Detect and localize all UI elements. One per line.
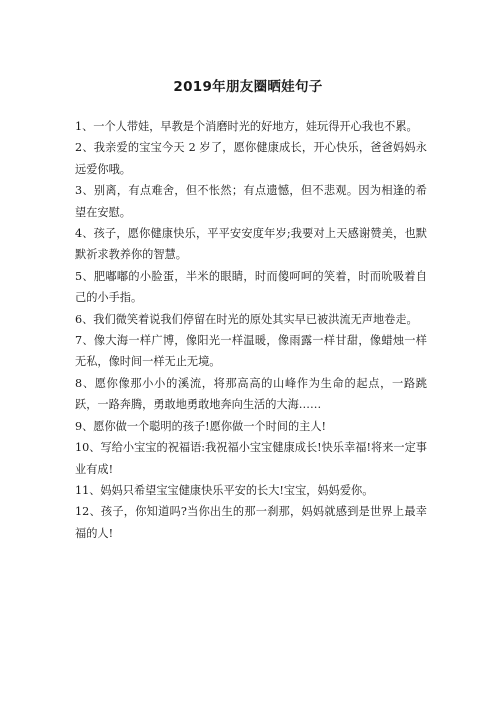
paragraph-12: 12、孩子，你知道吗?当你出生的那一刹那，妈妈就感到是世界上最幸福的人! (75, 505, 427, 540)
paragraph-7: 7、像大海一样广博，像阳光一样温暖，像雨露一样甘甜，像蜡烛一样无私，像时间一样无止无境。 (75, 334, 427, 369)
paragraph-9: 9、愿你做一个聪明的孩子!愿你做一个时间的主人! (75, 419, 327, 433)
paragraph-1: 1、一个人带娃，早教是个消磨时光的好地方，娃玩得开心我也不累。 (75, 120, 418, 133)
paragraph-10: 10、写给小宝宝的祝福语:我祝福小宝宝健康成长!快乐幸福!将来一定事业有成! (75, 441, 427, 476)
paragraph-5: 5、肥嘟嘟的小脸蛋，半米的眼睛，时而傻呵呵的笑着，时而吮吸着自己的小手指。 (75, 269, 427, 305)
paragraph-6: 6、我们微笑着说我们停留在时光的原处其实早已被洪流无声地卷走。 (75, 312, 418, 326)
document-title: 2019年朋友圈晒娃句子 (173, 79, 323, 95)
paragraph-11: 11、妈妈只希望宝宝健康快乐平安的长大!宝宝，妈妈爱你。 (75, 483, 374, 497)
paragraph-8: 8、愿你像那小小的溪流，将那高高的山峰作为生命的起点，一路跳跃，一路奔腾，勇敢地勇敢地奔向生活的大海…… (75, 376, 427, 412)
document-body (75, 116, 427, 544)
paragraph-3: 3、别离，有点难舍，但不怅然；有点遗憾，但不悲观。因为相逢的希望在安慰。 (75, 184, 427, 219)
paragraph-4: 4、孩子，愿你健康快乐，平平安安度年岁;我要对上天感谢赞美，也默默祈求教养你的智慧。 (75, 227, 427, 262)
paragraph-2: 2、我亲爱的宝宝今天 2 岁了，愿你健康成长，开心快乐，爸爸妈妈永远爱你哦。 (75, 141, 427, 176)
